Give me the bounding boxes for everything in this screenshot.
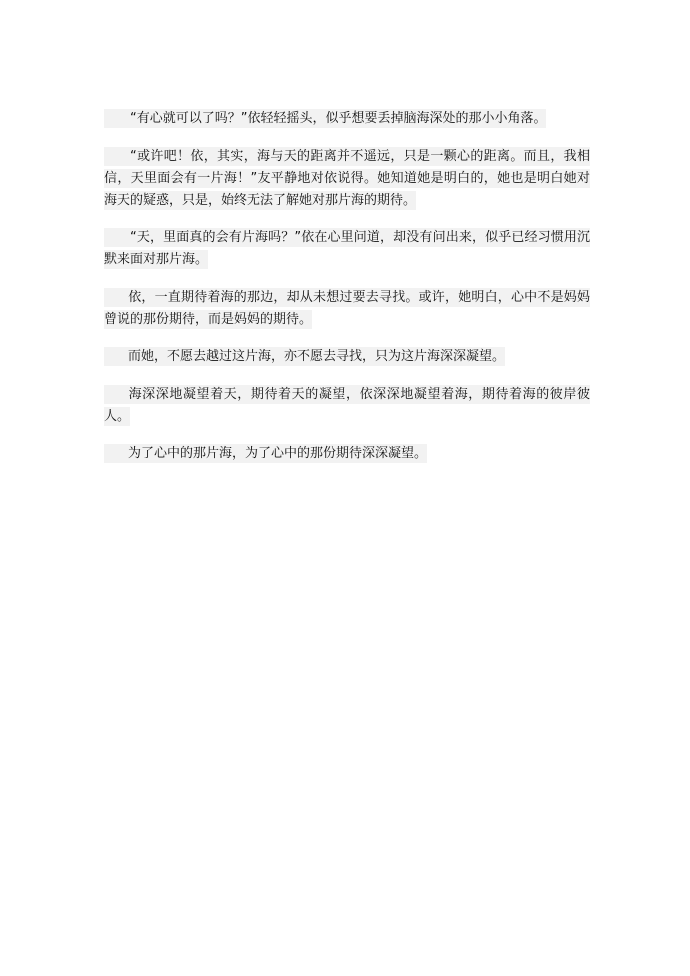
paragraph-text [104, 228, 590, 269]
paragraph [104, 443, 590, 465]
paragraph-text [104, 385, 590, 426]
paragraph-content: 依，一直期待着海的那边，却从未想过要去寻找。或许，她明白，心中不是妈妈曾说的那份期待，而是妈妈的期待。 [104, 289, 590, 327]
paragraph-content: 而她，不愿去越过这片海，亦不愿去寻找，只为这片海深深凝望。 [128, 349, 506, 364]
paragraph [104, 146, 590, 212]
paragraph-content: “天，里面真的会有片海吗？”依在心里问道，却没有问出来，似乎已经习惯用沉默来面对那片海。 [104, 230, 590, 267]
paragraph-text [104, 109, 546, 128]
paragraph [104, 287, 590, 331]
document-body [104, 108, 590, 481]
paragraph-text [104, 147, 590, 210]
paragraph [104, 227, 590, 271]
paragraph [104, 384, 590, 428]
paragraph [104, 108, 590, 130]
paragraph-content: “有心就可以了吗？”依轻轻摇头，似乎想要丢掉脑海深处的那小小角落。 [130, 111, 547, 126]
paragraph-content: 为了心中的那片海，为了心中的那份期待深深凝望。 [128, 446, 428, 461]
paragraph-content: 海深深地凝望着天，期待着天的凝望，依深深地凝望着海，期待着海的彼岸彼人。 [104, 386, 590, 424]
paragraph-text [104, 288, 590, 329]
paragraph [104, 346, 590, 368]
paragraph-content: “或许吧！依，其实，海与天的距离并不遥远，只是一颗心的距离。而且，我相信，天里面会有一片海！”友平静地对依说得。她知道她是明白的，她也是明白她对海天的疑惑，只是，始终无法了解她对那片海的期待。 [104, 148, 590, 208]
paragraph-text [104, 444, 427, 463]
paragraph-text [104, 347, 505, 366]
